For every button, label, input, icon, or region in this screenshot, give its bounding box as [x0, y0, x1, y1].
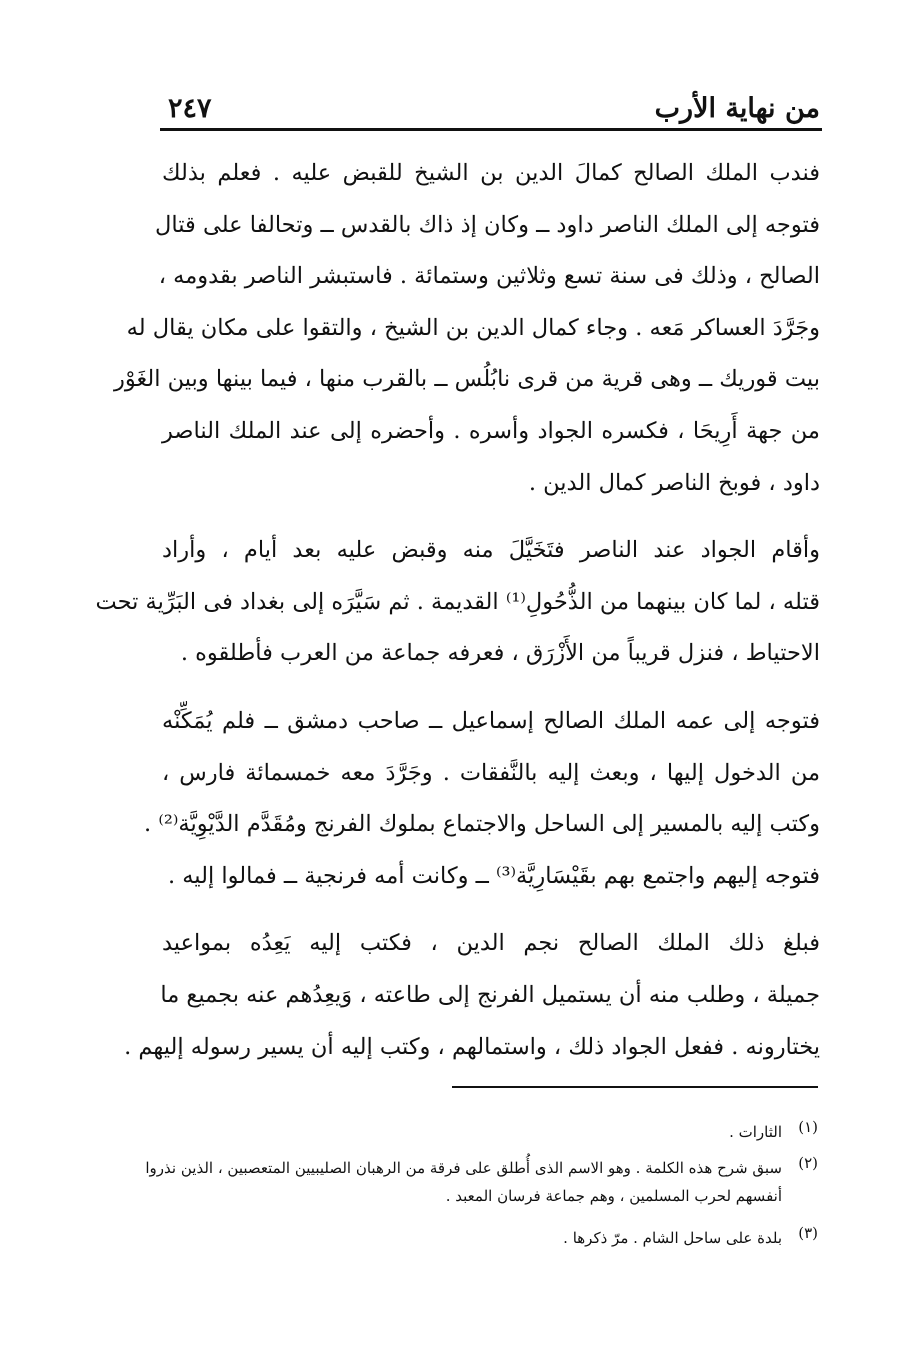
paragraph-gap [162, 680, 820, 696]
footnote-line: سبق شرح هذه الكلمة . وهو الاسم الذى أُطلق على فرقة من الرهبان الصليبيين المتعصبين ، الذين نذروا [145, 1159, 782, 1177]
text-line: وكتب إليه بالمسير إلى الساحل والاجتماع بملوك الفرنج ومُقَدَّم الدَّيْوِيَّة⁽²⁾ . [144, 811, 820, 838]
text-line: فتوجه إلى عمه الملك الصالح إسماعيل ــ صاحب دمشق ــ فلم يُمَكِّنْه [162, 707, 820, 734]
footnote-divider [452, 1086, 818, 1088]
text-line: قتله ، لما كان بينهما من الذُّحُولِ⁽¹⁾ القديمة . ثم سَيَّرَه إلى بغداد فى البَرِّية تحت [95, 588, 820, 615]
footnote-number: (٢) [798, 1154, 818, 1172]
footnote-text [166, 1118, 782, 1146]
header-divider [160, 128, 822, 131]
text-line: فندب الملك الصالح كمالَ الدين بن الشيخ للقبض عليه . فعلم بذلك [162, 160, 820, 186]
page-header [168, 78, 820, 124]
text-line: وجَرَّدَ العساكر مَعه . وجاء كمال الدين بن الشيخ ، والتقوا على مكان يقال له [126, 314, 820, 341]
footnote-text [145, 1154, 782, 1210]
paragraph [124, 918, 820, 1073]
text-line: بيت قوريك ــ وهى قرية من قرى نابُلُس ــ بالقرب منها ، فيما بينها وبين الغَوْر [114, 366, 820, 393]
paragraph [114, 148, 820, 509]
paragraph-gap [162, 902, 820, 918]
paragraph [144, 696, 820, 902]
footnote-number: (٣) [798, 1224, 818, 1242]
text-line: فتوجه إليهم واجتمع بهم بقَيْسَارِيَّة⁽³⁾ ــ وكانت أمه فرنجية ــ فمالوا إليه . [167, 862, 820, 889]
text-line: وأقام الجواد عند الناصر فتَخَيَّلَ منه وقبض عليه بعد أيام ، وأراد [162, 537, 820, 564]
text-line: جميلة ، وطلب منه أن يستميل الفرنج إلى طاعته ، وَيعِدُهم عنه بجميع ما [160, 981, 820, 1008]
text-line: يختارونه . ففعل الجواد ذلك ، واستمالهم ، وكتب إليه أن يسير رسوله إليهم . [124, 1033, 820, 1060]
page-number: ٢٤٧ [168, 93, 212, 124]
text-line: فتوجه إلى الملك الناصر داود ــ وكان إذ ذاك بالقدس ــ وتحالفا على قتال [155, 211, 820, 238]
paragraph [95, 525, 820, 680]
paragraph-gap [162, 509, 820, 525]
footnote-line: أنفسهم لحرب المسلمين ، وهم جماعة فرسان المعبد . [445, 1187, 782, 1205]
text-line: فبلغ ذلك الملك الصالح نجم الدين ، فكتب إليه يَعِدُه بمواعيد [162, 930, 820, 957]
text-line: من جهة أَرِيحَا ، فكسره الجواد وأسره . وأحضره إلى عند الملك الناصر [162, 417, 820, 444]
main-text [95, 148, 820, 1073]
footnote [166, 1224, 818, 1252]
text-line: الاحتياط ، فنزل قريباً من الأَزْرَق ، فعرفه جماعة من العرب فأطلقوه . [180, 640, 820, 667]
footnote-number: (١) [798, 1118, 818, 1136]
footnote [145, 1154, 818, 1210]
text-line: من الدخول إليها ، وبعث إليه بالنَّفقات . وجَرَّدَ معه خمسمائة فارس ، [162, 759, 820, 786]
text-line: الصالح ، وذلك فى سنة تسع وثلاثين وستمائة . فاستبشر الناصر بقدومه ، [158, 263, 820, 290]
text-line: داود ، فوبخ الناصر كمال الدين . [528, 469, 820, 496]
footnote [166, 1118, 818, 1146]
footnote-line: الثارات . [729, 1123, 782, 1141]
running-title: من نهاية الأرب [654, 93, 820, 124]
footnotes [145, 1118, 818, 1252]
footnote-line: بلدة على ساحل الشام . مرّ ذكرها . [563, 1229, 782, 1247]
footnote-text [166, 1224, 782, 1252]
